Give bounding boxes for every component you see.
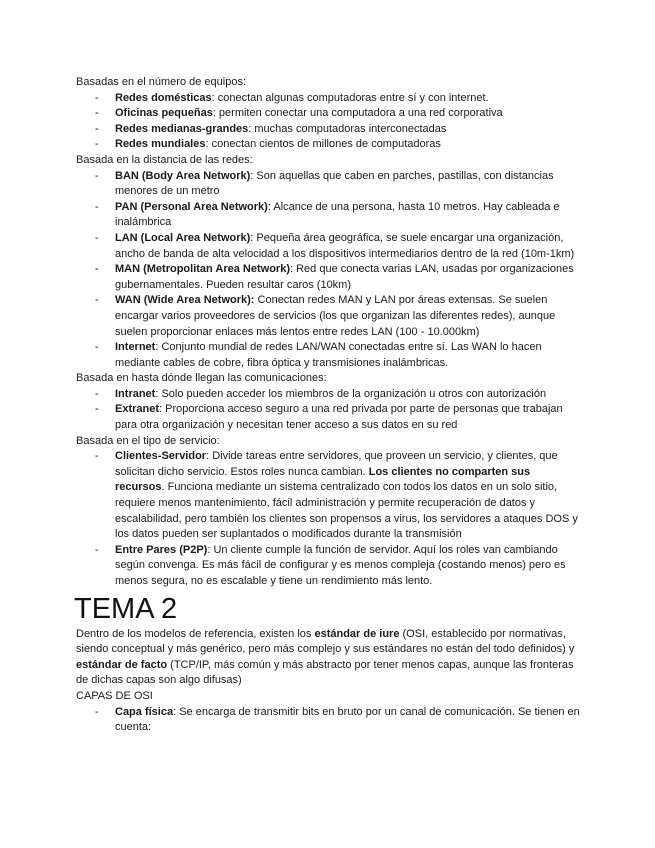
list-item: - MAN (Metropolitan Area Network): Red que conecta varias LAN, usadas por organizaciones gubernamentales. Pueden resultar caros (10km) (95, 263, 574, 291)
section-heading: Basada en la distancia de las redes: (76, 153, 253, 166)
list-item: - Oficinas pequeñas: permiten conectar una computadora a una red corporativa (76, 106, 581, 122)
list-item: - PAN (Personal Area Network): Alcance de una persona, hasta 10 metros. Hay cableada e inalámbrica (95, 200, 560, 229)
dash-bullet: - (95, 403, 99, 416)
list-item: - BAN (Body Area Network): Son aquellas que caben en parches, pastillas, con distancias menores de un metro (95, 169, 554, 198)
dash-bullet: - (95, 138, 99, 151)
list-item: - Extranet: Proporciona acceso seguro a una red privada por parte de personas que trabajan para otra organización y necesitan tener acceso a sus datos en su red (95, 403, 563, 432)
dash-bullet: - (95, 107, 99, 120)
dash-bullet: - (95, 543, 99, 556)
bullet-list (76, 705, 581, 736)
list-item: - Redes mundiales: conectan cientos de millones de computadoras (76, 137, 581, 153)
section-title: TEMA 2 (74, 592, 178, 625)
dash-bullet: - (95, 705, 99, 718)
dash-bullet: - (95, 91, 99, 104)
list-item: - Redes domésticas: conectan algunas computadoras entre sí y con internet. (76, 91, 581, 107)
section-heading: Basada en el tipo de servicio: (76, 434, 220, 447)
list-item: - LAN (Local Area Network): Pequeña área geográfica, se suele encargar una organización, ancho de banda de alta velocidad a los dispositivos intermediarios dentro de la red (10m-1km) (95, 231, 575, 260)
bullet-list (76, 449, 581, 589)
dash-bullet: - (95, 450, 99, 463)
subsection-heading: CAPAS DE OSI (76, 689, 153, 702)
section-heading: Basadas en el número de equipos: (76, 76, 247, 88)
bullet-list (76, 169, 581, 372)
dash-bullet: - (95, 387, 99, 400)
list-item: - Capa física: Se encarga de transmitir bits en bruto por un canal de comunicación. Se tienen en cuenta: (95, 705, 580, 734)
list-item: - Intranet: Solo pueden acceder los miembros de la organización u otros con autorización (76, 387, 581, 403)
intro-paragraph: Dentro de los modelos de referencia, existen los estándar de iure (OSI, establecido por normativas, siendo conceptual y más genérico, pero más complejo y sus estándares no están del todo definidos) y estándar de facto (TCP/IP, más común y más abstracto por tener menos capas, aunque las fronteras de dichas capas son algo difusas) (76, 627, 575, 687)
list-item: - Clientes-Servidor: Divide tareas entre servidores, que proveen un servicio, y clientes, que solicitan dicho servicio. Estos roles nunca cambian. Los clientes no comparten sus recursos. Funciona mediante un sistema centralizado con todos los datos en un solo sitio, requiere menos mantenimiento, fácil administración y permite recuperación de datos y escalabilidad, pero también los clientes son propensos a virus, los servidores a ataques DOS y los datos pueden ser suplantados o modificados durante la transmisión (95, 450, 578, 541)
list-item: - Entre Pares (P2P): Un cliente cumple la función de servidor. Aquí los roles van cambiando según convenga. Es más fácil de configurar y es menos compleja (costando menos) pero es menos segura, no es escalable y tiene un rendimiento más lento. (95, 543, 566, 587)
dash-bullet: - (95, 169, 99, 182)
dash-bullet: - (95, 122, 99, 135)
dash-bullet: - (95, 231, 99, 244)
dash-bullet: - (95, 200, 99, 213)
section-heading: Basada en hasta dónde llegan las comunicaciones: (76, 372, 327, 385)
document-page (76, 75, 581, 736)
bullet-list (76, 91, 581, 153)
list-item: - Redes medianas-grandes: muchas computadoras interconectadas (76, 122, 581, 138)
dash-bullet: - (95, 294, 99, 307)
dash-bullet: - (95, 341, 99, 354)
dash-bullet: - (95, 263, 99, 276)
list-item: - Internet: Conjunto mundial de redes LAN/WAN conectadas entre sí. Las WAN lo hacen mediante cables de cobre, fibra óptica y transmisiones inalámbricas. (95, 341, 542, 369)
list-item: - WAN (Wide Area Network): Conectan redes MAN y LAN por áreas extensas. Se suelen encargar varios proveedores de servicios (los que organizan las diferentes redes), aunque suelen proporcionar enlaces más lentos entre redes LAN (100 - 10.000km) (95, 294, 556, 338)
bullet-list (76, 387, 581, 434)
